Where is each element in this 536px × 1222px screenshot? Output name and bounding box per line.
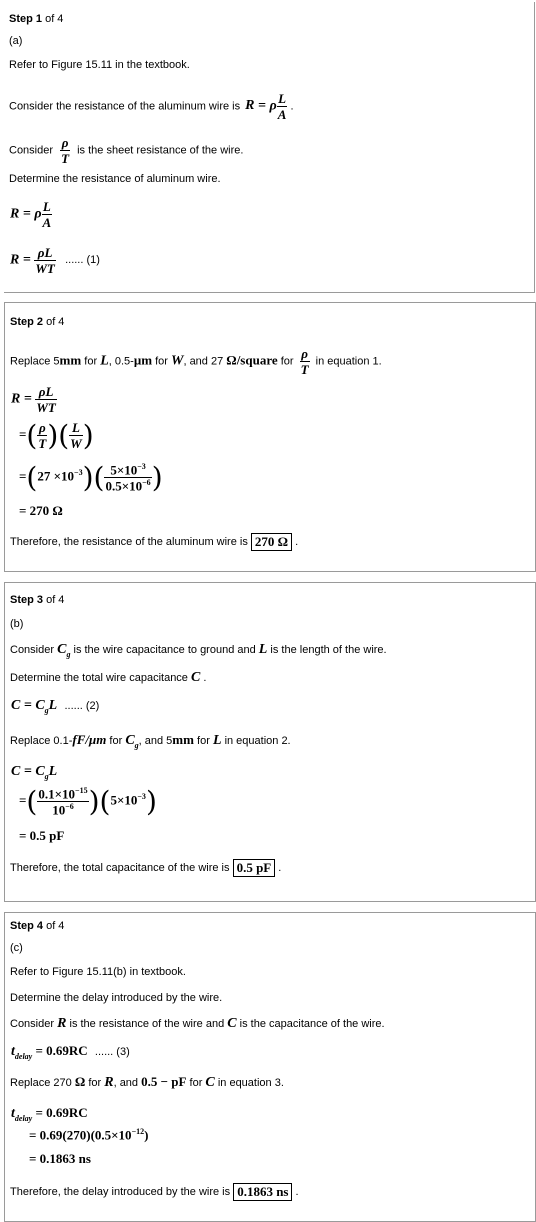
step-3-answer-box: 0.5 pF (233, 859, 276, 877)
step-4-result-line: = 0.1863 ns (29, 1151, 91, 1166)
step-4-tdelay-line: $t_{delay} = 0.69RC$ (11, 1105, 88, 1123)
step-4-heading: Step 4 of 4 (10, 920, 65, 932)
step-2-panel (4, 302, 536, 572)
step-1-reference: Refer to Figure 15.11 in the textbook. (9, 59, 190, 71)
step-4-equation-3: $t_{delay} = 0.69RC$ ...... (3) (11, 1043, 130, 1061)
step-3-equation-2: $C = C_gL$ ...... (2) (11, 698, 100, 715)
step-2-product-line: =( $\frac{\rho}{T}$ )( $\frac{L}{W}$ ) (19, 419, 94, 452)
step-1-consider-resistance: Consider the resistance of the aluminum wire is R = ρ $\frac{L}{A}$ . (9, 91, 294, 122)
step-3-conclusion: Therefore, the total capacitance of the wire is 0.5 pF . (10, 860, 282, 875)
step-1-consider-sheet: Consider $\frac{\rho}{T}$ is the sheet resistance of the wire. (9, 135, 244, 166)
step-4-determine: Determine the delay introduced by the wire. (10, 992, 223, 1004)
step-3-panel (4, 582, 536, 902)
step-4-substitution-line: = $0.69(270)(0.5\times 10^{-12})$ (29, 1127, 149, 1143)
step-2-r-equals-rhol-wt: R = $\frac{\rho L}{WT}$ (11, 384, 56, 415)
step-1-determine: Determine the resistance of aluminum wire. (9, 173, 221, 185)
step-3-consider: Consider $C_g$ is the wire capacitance to ground and L is the length of the wire. (10, 642, 387, 659)
step-2-heading: Step 2 of 4 (10, 316, 65, 328)
step-4-consider: Consider R is the resistance of the wire and C is the capacitance of the wire. (10, 1016, 385, 1031)
step-4-answer-box: 0.1863 ns (233, 1183, 292, 1201)
step-1-panel (4, 2, 535, 293)
step-3-determine: Determine the total wire capacitance C . (10, 670, 207, 685)
step-3-c-equals-cgl: $C = C_gL$ (11, 764, 58, 781)
step-3-substitution-line: =( $\frac{0.1\times 10^{-15}}{10^{-6}}$ )$(5\times 10^{-3})$ (19, 785, 157, 818)
step-4-replace-values: Replace 270 Ω for R, and 0.5 − pF for C in equation 3. (10, 1074, 284, 1090)
step-1-formula-r-rho-l-a: R = ρ $\frac{L}{A}$ (10, 199, 52, 230)
step-1-equation-1: R = $\frac{\rho L}{WT}$ ...... (1) (10, 245, 100, 276)
part-b-label: (b) (10, 618, 24, 630)
step-1-heading: Step 1 of 4 (9, 13, 64, 25)
part-a-label: (a) (9, 35, 23, 47)
step-3-replace-values: Replace 0.1-fF/μm for $C_g$, and 5mm for L in equation 2. (10, 732, 291, 750)
part-c-label: (c) (10, 942, 23, 954)
step-2-substitution-line: $=(27 \times 10^{-3})$( $\frac{5\times 10^{-3}}{0.5\times 10^{-6}}$ ) (19, 461, 163, 494)
step-2-conclusion: Therefore, the resistance of the aluminum wire is 270 Ω . (10, 534, 299, 549)
step-3-result-line: = 0.5 pF (19, 828, 65, 843)
step-4-reference: Refer to Figure 15.11(b) in textbook. (10, 966, 186, 978)
step-2-answer-box: 270 Ω (251, 533, 292, 551)
step-3-heading: Step 3 of 4 (10, 594, 65, 606)
step-4-conclusion: Therefore, the delay introduced by the wire is 0.1863 ns . (10, 1184, 299, 1199)
step-2-result-line: = 270 Ω (19, 503, 63, 518)
step-2-replace-values: Replace 5mm for L, 0.5-μm for W, and 27 Ω/square for $\frac{\rho}{T}$ in equation 1. (10, 346, 382, 377)
step-4-panel (4, 912, 536, 1222)
